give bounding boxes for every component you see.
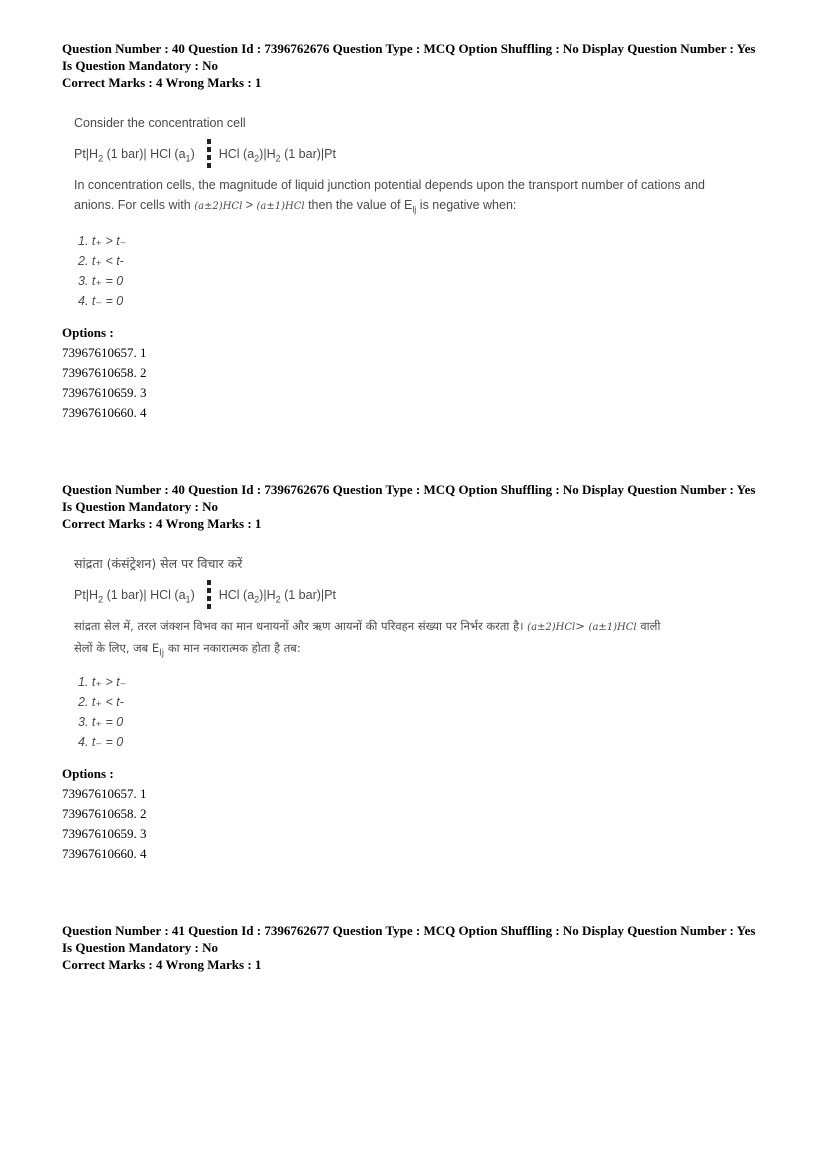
option-4: 73967610660. 4 bbox=[62, 846, 147, 861]
header-line-3: Correct Marks : 4 Wrong Marks : 1 bbox=[62, 957, 262, 972]
header-line-2: Is Question Mandatory : No bbox=[62, 58, 219, 73]
cell-right: HCl $(a_2)|H_2$ (1 bar)|Pt bbox=[218, 147, 336, 164]
question-text-1: In concentration cells, the magnitude of liquid junction potential depends upon the transport number of cations and bbox=[74, 178, 705, 192]
header-line-3: Correct Marks : 4 Wrong Marks : 1 bbox=[62, 516, 262, 531]
options-list bbox=[62, 784, 755, 864]
cell-left: $Pt|H_2$ (1 bar)| HCl $(a_1)$ bbox=[74, 147, 195, 164]
option-1: 73967610657. 1 bbox=[62, 786, 147, 801]
question-block-40-hi bbox=[62, 481, 755, 864]
choice-2: 2. t₊ < t- bbox=[78, 254, 124, 268]
question-block-40-en bbox=[62, 40, 755, 423]
header-line-2: Is Question Mandatory : No bbox=[62, 499, 219, 514]
choice-4: 4. t₋ = 0 bbox=[78, 294, 124, 308]
choice-2: 2. t₊ < t- bbox=[78, 695, 124, 709]
question-body bbox=[74, 113, 755, 311]
option-3: 73967610659. 3 bbox=[62, 826, 147, 841]
question-body bbox=[74, 554, 755, 752]
question-header bbox=[62, 481, 755, 532]
options-list bbox=[62, 343, 755, 423]
header-line-3: Correct Marks : 4 Wrong Marks : 1 bbox=[62, 75, 262, 90]
question-text-2: सेलों के लिए, जब $E_{lj}$ का मान नकारात्मक होता है तब: bbox=[74, 641, 301, 659]
options-label: Options : bbox=[62, 766, 114, 781]
question-text-2: anions. For cells with (a±2)HCl > (a±1)HCl then the value of $E_{lj}$ is negative when: bbox=[74, 198, 517, 215]
question-header bbox=[62, 40, 755, 91]
question-choices bbox=[78, 231, 755, 311]
choice-3: 3. t₊ = 0 bbox=[78, 715, 124, 729]
question-intro: Consider the concentration cell bbox=[74, 116, 246, 130]
header-line-2: Is Question Mandatory : No bbox=[62, 940, 219, 955]
header-line-1: Question Number : 40 Question Id : 7396762676 Question Type : MCQ Option Shuffling : No Display Question Number : Yes bbox=[62, 41, 756, 56]
header-line-1: Question Number : 40 Question Id : 7396762676 Question Type : MCQ Option Shuffling : No Display Question Number : Yes bbox=[62, 482, 756, 497]
choice-1: 1. t₊ > t₋ bbox=[78, 234, 127, 248]
question-block-41 bbox=[62, 922, 755, 973]
question-header bbox=[62, 922, 755, 973]
option-2: 73967610658. 2 bbox=[62, 365, 147, 380]
question-intro: सांद्रता (कंसंट्रेशन) सेल पर विचार करें bbox=[74, 556, 243, 571]
option-3: 73967610659. 3 bbox=[62, 385, 147, 400]
junction-divider bbox=[207, 139, 211, 169]
option-2: 73967610658. 2 bbox=[62, 806, 147, 821]
cell-left: $Pt|H_2$ (1 bar)| HCl $(a_1)$ bbox=[74, 588, 195, 605]
cell-notation bbox=[74, 139, 755, 169]
choice-1: 1. t₊ > t₋ bbox=[78, 675, 127, 689]
option-4: 73967610660. 4 bbox=[62, 405, 147, 420]
option-1: 73967610657. 1 bbox=[62, 345, 147, 360]
question-text-1: सांद्रता सेल में, तरल जंक्शन विभव का मान धनायनों और ऋण आयनों की परिवहन संख्या पर निर्भर करता है। (a±2)HCl> (a±1)HCl वाली bbox=[74, 619, 661, 633]
junction-divider bbox=[207, 580, 211, 610]
choice-4: 4. t₋ = 0 bbox=[78, 735, 124, 749]
header-line-1: Question Number : 41 Question Id : 7396762677 Question Type : MCQ Option Shuffling : No Display Question Number : Yes bbox=[62, 923, 756, 938]
cell-notation bbox=[74, 580, 755, 610]
options-label: Options : bbox=[62, 325, 114, 340]
choice-3: 3. t₊ = 0 bbox=[78, 274, 124, 288]
cell-right: HCl $(a_2)|H_2$ (1 bar)|Pt bbox=[218, 588, 336, 605]
question-choices bbox=[78, 672, 755, 752]
